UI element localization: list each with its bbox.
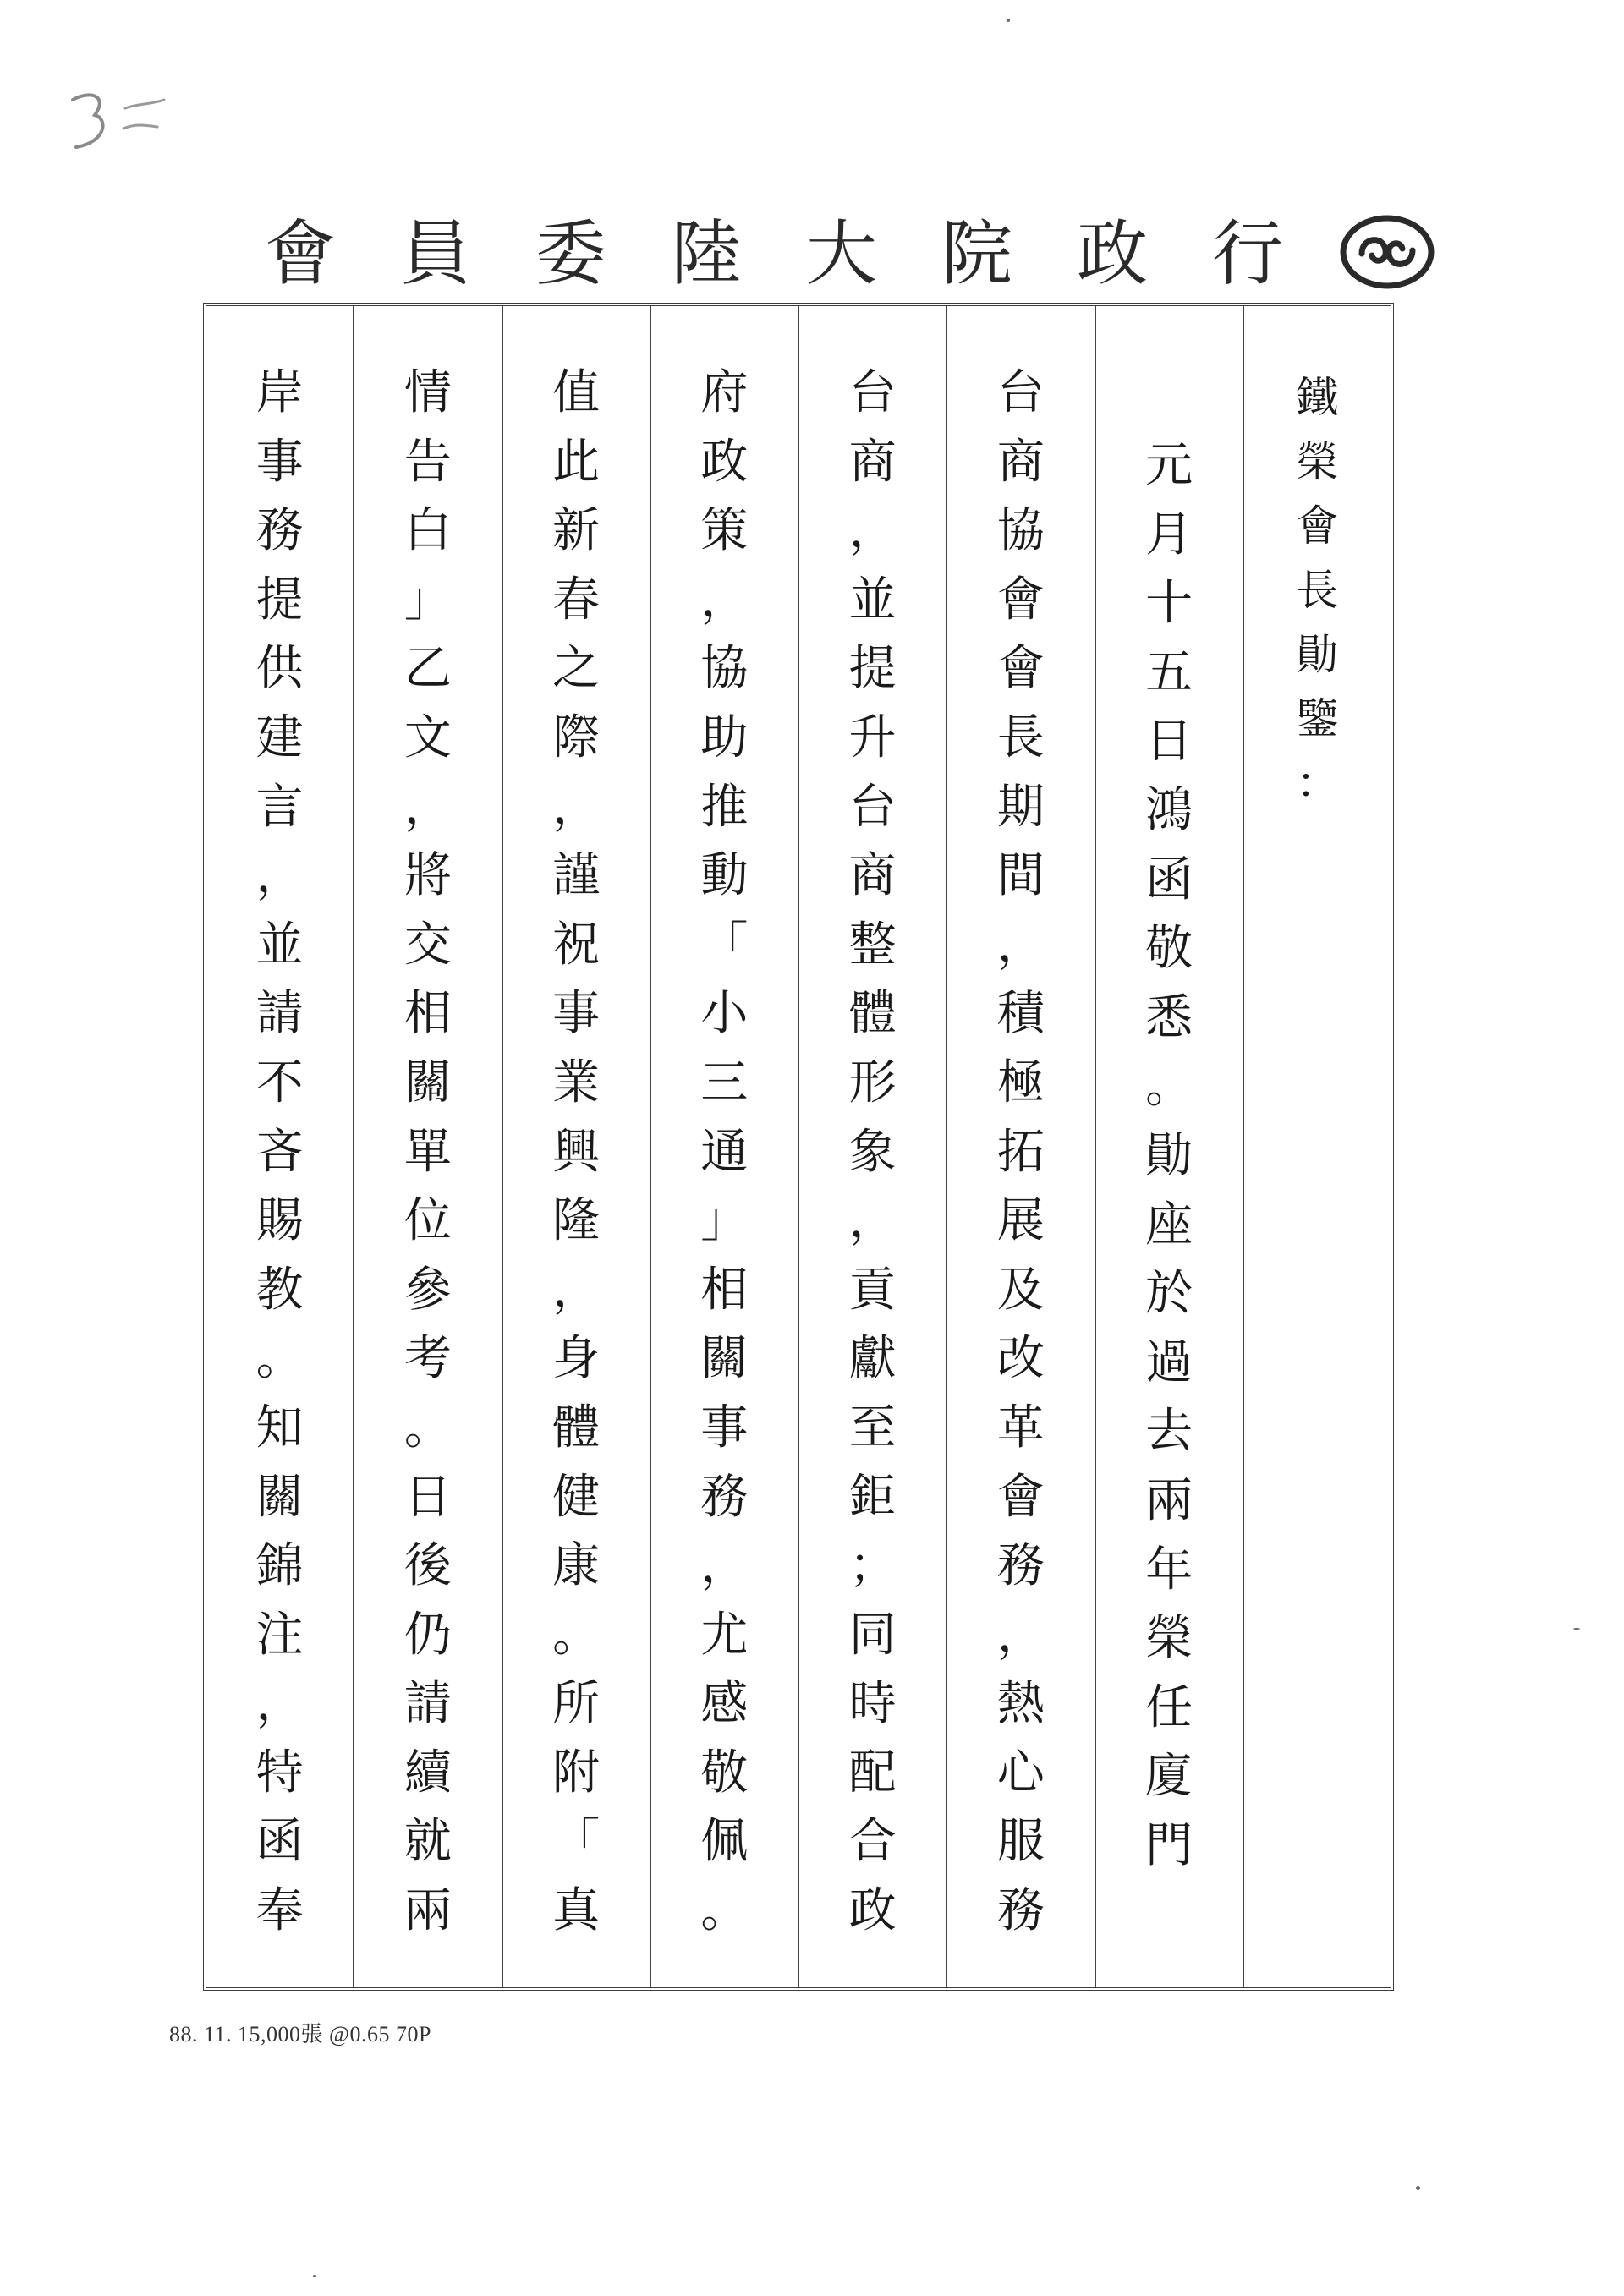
letter-char: 特: [255, 1745, 304, 1800]
letter-char: 升: [848, 710, 897, 765]
letter-column-3: [798, 306, 946, 1987]
letter-char: 。: [403, 1400, 452, 1455]
letter-char: 任: [1145, 1680, 1193, 1735]
letter-char: 參: [403, 1262, 452, 1318]
letter-char: 教: [255, 1262, 304, 1318]
handwritten-page-mark: [58, 74, 184, 167]
letter-char: ，: [403, 779, 452, 835]
letter-char: 十: [1145, 576, 1193, 632]
letter-char: ，: [700, 572, 749, 627]
letter-char: 會: [996, 641, 1045, 697]
letter-char: ，: [552, 1262, 601, 1318]
letter-char: 心: [996, 1745, 1045, 1800]
letter-char: 祝: [552, 917, 601, 973]
letter-char: 日: [1145, 714, 1193, 770]
letter-char: 交: [403, 917, 452, 973]
letter-char: 賜: [255, 1193, 304, 1249]
letter-char: 配: [848, 1745, 897, 1800]
letter-char: 商: [996, 434, 1045, 490]
letter-char: 康: [552, 1538, 601, 1594]
letterhead-title-char: 院: [941, 212, 1012, 295]
letter-char: 元: [1145, 438, 1193, 493]
letter-char: 通: [700, 1124, 749, 1180]
letter-char: 間: [996, 848, 1045, 904]
letter-char: 推: [700, 779, 749, 835]
scan-speck: [1573, 1628, 1580, 1630]
letter-char: 台: [848, 779, 897, 835]
letter-char: 極: [996, 1055, 1045, 1110]
letter-char: ，: [700, 1538, 749, 1594]
letter-char: 函: [1145, 852, 1193, 907]
letter-char: 台: [848, 365, 897, 420]
letterhead-title-char: 員: [399, 212, 471, 295]
letterhead-title-char: 會: [264, 212, 336, 295]
salutation-char: ：: [1296, 759, 1339, 808]
letter-char: 體: [552, 1400, 601, 1455]
salutation-char: 長: [1296, 566, 1339, 615]
letter-char: ，: [255, 1676, 304, 1732]
letter-char: 貢: [848, 1262, 897, 1318]
letter-char: 附: [552, 1745, 601, 1800]
letterhead-title-char: 政: [1076, 212, 1148, 295]
letter-char: 至: [848, 1400, 897, 1455]
letter-char: 尤: [700, 1607, 749, 1663]
letter-char: 事: [552, 986, 601, 1042]
letter-char: 改: [996, 1331, 1045, 1387]
letter-char: 月: [1145, 507, 1193, 562]
scan-speck: [1416, 2186, 1420, 2190]
letterhead-title-char: 陸: [670, 212, 742, 295]
letter-char: 合: [848, 1814, 897, 1870]
letter-char: ，: [848, 503, 897, 559]
letter-char: 象: [848, 1124, 897, 1180]
scan-speck: [313, 2275, 316, 2277]
letter-char: 期: [996, 779, 1045, 835]
letter-char: 相: [700, 1262, 749, 1318]
letter-char: 兩: [403, 1883, 452, 1939]
letter-char: 提: [255, 572, 304, 627]
letter-char: 府: [700, 365, 749, 420]
letter-char: 隆: [552, 1193, 601, 1249]
letter-char: 日: [403, 1469, 452, 1525]
letter-char: 熱: [996, 1676, 1045, 1732]
letter-char: 知: [255, 1400, 304, 1455]
letter-char: 告: [403, 434, 452, 490]
letter-char: 請: [255, 986, 304, 1042]
salutation-char: 鐵: [1296, 373, 1339, 422]
letter-char: 務: [996, 1538, 1045, 1594]
letter-char: 策: [700, 503, 749, 559]
letter-char: 去: [1145, 1404, 1193, 1460]
letter-char: 就: [403, 1814, 452, 1870]
letter-char: 供: [255, 641, 304, 697]
letter-char: 服: [996, 1814, 1045, 1870]
letter-char: 所: [552, 1676, 601, 1732]
letter-body: [203, 303, 1394, 1991]
letter-char: 革: [996, 1400, 1045, 1455]
letter-char: 體: [848, 986, 897, 1042]
letter-char: 考: [403, 1331, 452, 1387]
letter-char: 」: [403, 572, 452, 627]
letter-char: 真: [552, 1883, 601, 1939]
letter-char: 」: [700, 1193, 749, 1249]
letter-char: 不: [255, 1055, 304, 1110]
letter-char: 政: [848, 1883, 897, 1939]
letter-char: 關: [403, 1055, 452, 1110]
letter-char: 。: [700, 1883, 749, 1939]
letter-char: 函: [255, 1814, 304, 1870]
letter-char: 廈: [1145, 1749, 1193, 1805]
letter-char: 健: [552, 1469, 601, 1525]
letter-char: ，: [255, 848, 304, 904]
letter-char: 三: [700, 1055, 749, 1110]
letter-char: 過: [1145, 1334, 1193, 1390]
letter-char: 務: [996, 1883, 1045, 1939]
letter-char: ，: [552, 779, 601, 835]
letter-char: 鉅: [848, 1469, 897, 1525]
letter-char: 務: [255, 503, 304, 559]
letter-char: 同: [848, 1607, 897, 1663]
letter-char: 言: [255, 779, 304, 835]
letter-char: 此: [552, 434, 601, 490]
letter-char: 春: [552, 572, 601, 627]
letter-char: 注: [255, 1607, 304, 1663]
letter-char: 關: [255, 1469, 304, 1525]
letter-char: 鴻: [1145, 782, 1193, 838]
letter-char: ；: [848, 1538, 897, 1594]
letter-char: 勛: [1145, 1127, 1193, 1183]
letter-char: 單: [403, 1124, 452, 1180]
letter-char: 事: [255, 434, 304, 490]
letter-char: 座: [1145, 1197, 1193, 1252]
letter-char: 文: [403, 710, 452, 765]
letter-column-2: [946, 306, 1094, 1987]
letter-char: 「: [552, 1814, 601, 1870]
letter-column-7: [206, 306, 353, 1987]
letterhead-title-char: 大: [805, 212, 877, 295]
scan-speck: [1007, 19, 1010, 22]
letter-char: 岸: [255, 365, 304, 420]
letter-char: 協: [700, 641, 749, 697]
letter-char: 請: [403, 1676, 452, 1732]
letter-char: 「: [700, 917, 749, 973]
letter-char: 協: [996, 503, 1045, 559]
letter-char: 五: [1145, 644, 1193, 700]
letter-char: 新: [552, 503, 601, 559]
letter-char: 相: [403, 986, 452, 1042]
letter-char: 政: [700, 434, 749, 490]
letter-char: 位: [403, 1193, 452, 1249]
letter-char: 事: [700, 1400, 749, 1455]
letter-char: 會: [996, 572, 1045, 627]
letter-column-4: [650, 306, 798, 1987]
letter-char: 獻: [848, 1331, 897, 1387]
letter-char: 商: [848, 848, 897, 904]
letter-char: 務: [700, 1469, 749, 1525]
letter-char: 值: [552, 365, 601, 420]
letter-char: 拓: [996, 1124, 1045, 1180]
letter-char: 及: [996, 1262, 1045, 1318]
letter-char: 助: [700, 710, 749, 765]
letter-char: 情: [403, 365, 452, 420]
letter-char: 並: [848, 572, 897, 627]
letter-char: 興: [552, 1124, 601, 1180]
letter-char: 業: [552, 1055, 601, 1110]
letter-char: ，: [996, 1607, 1045, 1663]
letter-char: ，: [996, 917, 1045, 973]
letter-char: 會: [996, 1469, 1045, 1525]
letter-char: 將: [403, 848, 452, 904]
letter-char: 台: [996, 365, 1045, 420]
letter-char: 錦: [255, 1538, 304, 1594]
letter-char: 提: [848, 641, 897, 697]
letter-char: 吝: [255, 1124, 304, 1180]
letter-char: 奉: [255, 1883, 304, 1939]
print-run-info: 88. 11. 15,000張 @0.65 70P: [169, 2022, 431, 2047]
letterhead-title-char: 行: [1211, 212, 1283, 295]
letter-char: 展: [996, 1193, 1045, 1249]
letter-char: 小: [700, 986, 749, 1042]
letter-char: 敬: [700, 1745, 749, 1800]
letter-char: 續: [403, 1745, 452, 1800]
letter-column-6: [353, 306, 501, 1987]
letter-char: 之: [552, 641, 601, 697]
letterhead-title-char: 委: [535, 212, 606, 295]
letter-char: 際: [552, 710, 601, 765]
letter-column-5: [502, 306, 650, 1987]
letter-char: 身: [552, 1331, 601, 1387]
letter-char: 白: [403, 503, 452, 559]
letter-char: 乙: [403, 641, 452, 697]
letter-char: 形: [848, 1055, 897, 1110]
letter-char: 積: [996, 986, 1045, 1042]
letter-char: 商: [848, 434, 897, 490]
salutation-char: 會: [1296, 501, 1339, 551]
letter-char: 。: [552, 1607, 601, 1663]
letter-char: 動: [700, 848, 749, 904]
letter-char: 感: [700, 1676, 749, 1732]
letter-char: 於: [1145, 1266, 1193, 1322]
letter-column-1: [1095, 306, 1243, 1987]
letter-char: 榮: [1145, 1611, 1193, 1667]
letterhead: [254, 203, 1438, 304]
salutation-char: 鑒: [1296, 694, 1339, 743]
letter-char: 後: [403, 1538, 452, 1594]
letterhead-title: [233, 203, 1315, 304]
cloud-swirl-emblem-icon: [1336, 210, 1438, 294]
letter-char: 並: [255, 917, 304, 973]
letter-char: 建: [255, 710, 304, 765]
salutation-char: 勛: [1296, 630, 1339, 679]
letter-char: 時: [848, 1676, 897, 1732]
salutation-char: 榮: [1296, 437, 1339, 486]
letter-char: 仍: [403, 1607, 452, 1663]
letter-char: 關: [700, 1331, 749, 1387]
letter-char: 悉: [1145, 989, 1193, 1045]
letter-char: 整: [848, 917, 897, 973]
letter-char: 年: [1145, 1542, 1193, 1597]
letter-char: 長: [996, 710, 1045, 765]
letter-char: 佩: [700, 1814, 749, 1870]
letter-char: 兩: [1145, 1472, 1193, 1528]
letter-char: 。: [255, 1331, 304, 1387]
letter-char: 謹: [552, 848, 601, 904]
salutation-column: [1243, 306, 1391, 1987]
letter-char: 敬: [1145, 921, 1193, 977]
letter-char: ，: [848, 1193, 897, 1249]
letter-char: 。: [1145, 1059, 1193, 1115]
letter-char: 門: [1145, 1817, 1193, 1873]
